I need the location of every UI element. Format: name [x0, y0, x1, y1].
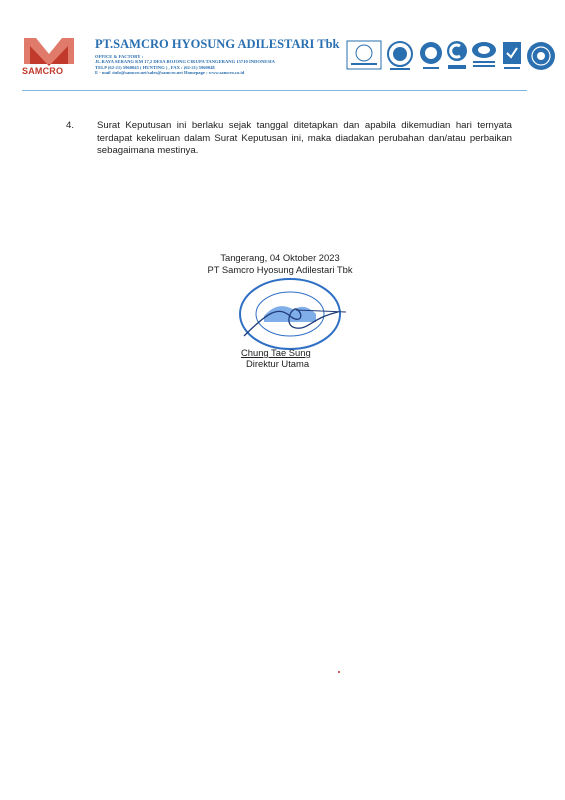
place-date: Tangerang, 04 Oktober 2023: [220, 252, 340, 263]
item-number: 4.: [66, 120, 75, 131]
signatory-title: Direktur Utama: [246, 358, 310, 369]
item-paragraph: Surat Keputusan ini berlaku sejak tanggal ditetapkan dan apabila dikemudian hari ternyata terdapat kekeliruan dalam Surat Keputusan ini, maka diadakan perubahan dan/atau perbaikan sebagaimana mestinya.: [97, 120, 512, 157]
round-seal-icon: [526, 40, 556, 72]
signatory-name: Chung Tae Sung: [241, 347, 311, 358]
company-stamp: [238, 276, 346, 352]
logo-text: SAMCRO: [22, 66, 64, 76]
qa-badge-icon: [419, 40, 443, 72]
kan-icon: [446, 40, 468, 72]
address-line: TELP (62-21) 5960045 ( HUNTING ) , FAX : (62-21) 5960048: [95, 64, 215, 70]
company-address: [95, 54, 275, 76]
certificate-icon: [346, 40, 382, 72]
signing-company: PT Samcro Hyosung Adilestari Tbk: [207, 264, 353, 275]
address-line: JL.RAYA SERANG KM 17,2 DESA BOJONG CIKUPA TANGERANG 15710 INDONESIA: [95, 59, 275, 65]
header-divider: [22, 90, 527, 91]
shield-check-icon: [502, 40, 522, 72]
company-name: PT.SAMCRO HYOSUNG ADILESTARI Tbk: [95, 37, 340, 51]
scan-speck: [338, 671, 340, 673]
address-line: E - mail :info@samcro.net/sales@samcro.net Homepage : www.samcro.co.id: [95, 70, 245, 76]
iso-seal-icon: [385, 40, 415, 72]
address-line: OFFICE & FACTORY :: [95, 54, 144, 59]
bureau-veritas-icon: [471, 40, 497, 72]
